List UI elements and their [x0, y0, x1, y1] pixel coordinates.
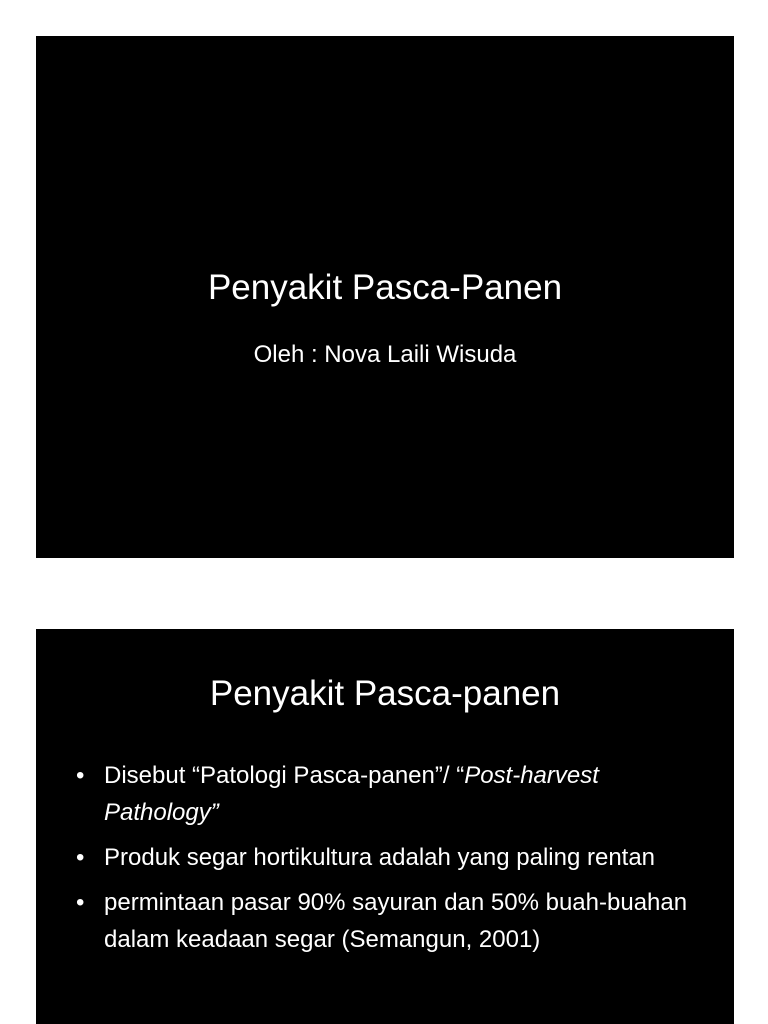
- slide-2-title: Penyakit Pasca-panen: [209, 674, 561, 713]
- slide-1-subtitle: Oleh : Nova Laili Wisuda: [253, 341, 517, 368]
- bullet-dot-icon: •: [76, 889, 85, 916]
- bullet-dot-icon: •: [76, 762, 85, 789]
- bullet-3-text: permintaan pasar 90% sayuran dan 50% buah-buahan dalam keadaan segar (Semangun, 2001): [104, 889, 688, 953]
- bullet-item-3: [76, 884, 696, 958]
- slide-1-title: Penyakit Pasca-Panen: [207, 268, 563, 307]
- bullet-item-2: [76, 839, 696, 876]
- bullet-1-italic-text: Post-harvest Pathology”: [104, 762, 599, 826]
- slide-1: [36, 36, 734, 558]
- slide-2: [36, 629, 734, 1024]
- bullet-1-text: Disebut “Patologi Pasca-panen”/ “: [104, 762, 465, 789]
- bullet-2-text: Produk segar hortikultura adalah yang paling rentan: [104, 844, 656, 871]
- bullet-dot-icon: •: [76, 844, 85, 871]
- bullet-item-1: [76, 757, 696, 831]
- bullet-list: [76, 757, 696, 966]
